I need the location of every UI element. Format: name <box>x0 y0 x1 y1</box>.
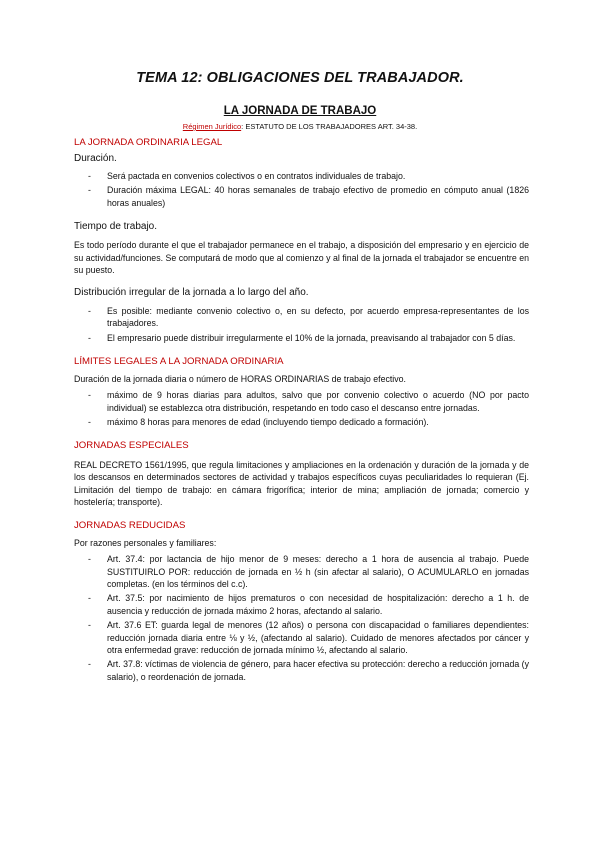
list-item: - Art. 37.6 ET: guarda legal de menores (12 años) o persona con discapacidad o familiares dependientes: reducción jornada diaria entre ⅛ y ½, (afectando al salario). Cuidado de menores afectados por cáncer y otra enfermedad grave: reducción de jornada mínimo ½, afectando al salario. <box>74 619 529 656</box>
section-title: LA JORNADA DE TRABAJO <box>223 105 377 117</box>
list-item: - máximo de 9 horas diarias para adultos, salvo que por convenio colectivo o acuerdo (NO por pacto individual) se establezca otra distribución, respetando en todo caso el descanso entre jornadas. <box>74 389 529 414</box>
regimen-juridico-line <box>0 122 600 131</box>
distribucion-list <box>74 305 529 344</box>
subheading-distribucion: Distribución irregular de la jornada a lo largo del año. <box>74 286 309 298</box>
subheading-tiempo: Tiempo de trabajo. <box>74 221 158 233</box>
list-item: - El empresario puede distribuir irregularmente el 10% de la jornada, preavisando al trabajador con 5 días. <box>74 332 529 344</box>
heading-jornadas-especiales: JORNADAS ESPECIALES <box>74 440 189 452</box>
document-title: TEMA 12: OBLIGACIONES DEL TRABAJADOR. <box>136 70 464 86</box>
heading-limites-legales: LÍMITES LEGALES A LA JORNADA ORDINARIA <box>74 356 284 368</box>
especiales-paragraph: REAL DECRETO 1561/1995, que regula limitaciones y ampliaciones en la ordenación y duración de la jornada y de los descansos en determinados sectores de actividad y trabajos específicos cuyas peculiaridades lo requieran (Ej. Limitación del tiempo de trabajo: en cámara frigorífica; interior de mina; ampliación de jornada; comercio y hostelería; transporte). <box>74 459 529 507</box>
reducidas-list <box>74 553 529 683</box>
document-body <box>74 137 529 685</box>
list-item: - Es posible: mediante convenio colectivo o, en su defecto, por acuerdo empresa-representantes de los trabajadores. <box>74 305 529 330</box>
subheading-duracion: Duración. <box>74 153 117 165</box>
regimen-label: Régimen Jurídico <box>182 122 242 131</box>
limites-intro: Duración de la jornada diaria o número de HORAS ORDINARIAS de trabajo efectivo. <box>74 373 407 384</box>
list-item: - Duración máxima LEGAL: 40 horas semanales de trabajo efectivo de promedio en cómputo anual (1826 horas anuales) <box>74 184 529 209</box>
heading-jornadas-reducidas: JORNADAS REDUCIDAS <box>74 520 186 532</box>
list-item: - Art. 37.5: por nacimiento de hijos prematuros o con necesidad de hospitalización: derecho a 1 h. de ausencia y reducción de jornada máximo 2 horas, afectando al salario. <box>74 592 529 617</box>
list-item: - Art. 37.8: víctimas de violencia de género, para hacer efectiva su protección: derecho a reducción jornada (y salario), o reordenación de jornada. <box>74 658 529 683</box>
list-item: - máximo 8 horas para menores de edad (incluyendo tiempo dedicado a formación). <box>74 416 529 428</box>
regimen-text: : ESTATUTO DE LOS TRABAJADORES ART. 34-38. <box>241 122 418 131</box>
duracion-list <box>74 170 529 209</box>
reducidas-intro: Por razones personales y familiares: <box>74 537 217 548</box>
limites-list <box>74 389 529 428</box>
list-item: - Será pactada en convenios colectivos o en contratos individuales de trabajo. <box>74 170 529 182</box>
list-item: - Art. 37.4: por lactancia de hijo menor de 9 meses: derecho a 1 hora de ausencia al trabajo. Puede SUSTITUIRLO POR: reducción de jornada en ½ h (sin afectar al salario), O ACUMULARLO en jornadas completas. (en los términos del c.c). <box>74 553 529 590</box>
heading-jornada-ordinaria: LA JORNADA ORDINARIA LEGAL <box>74 137 223 148</box>
tiempo-paragraph: Es todo período durante el que el trabajador permanece en el trabajo, a disposición del empresario y en ejercicio de su actividad/funciones. Se computará de modo que al comienzo y al final de la jornada el trabajador se encuentre en su puesto. <box>74 240 529 276</box>
